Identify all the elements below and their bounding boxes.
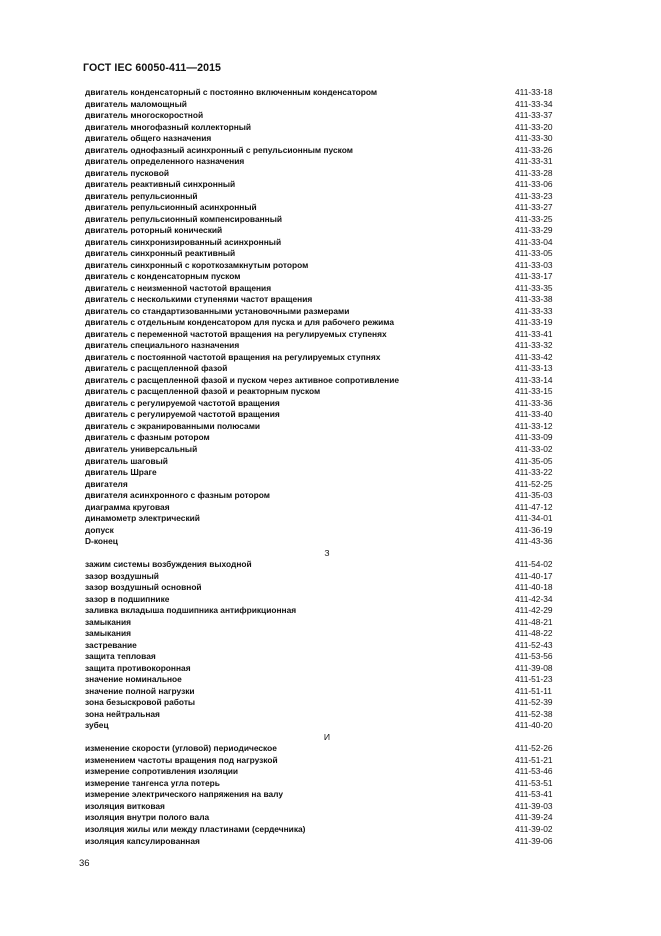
entry-code: 411-33-02 (515, 443, 553, 454)
entry-term: двигатель с переменной частотой вращения на регулируемых ступенях (85, 328, 387, 339)
entry-code: 411-33-33 (515, 305, 553, 316)
index-entry (85, 156, 569, 168)
entry-term: изоляция капсулированная (85, 835, 200, 846)
index-entry (85, 421, 569, 433)
index-entry (85, 283, 569, 295)
entry-term: изоляция витковая (85, 800, 165, 811)
index-entry (85, 237, 569, 249)
entry-term: двигателя асинхронного с фазным ротором (85, 490, 270, 501)
index-entry (85, 317, 569, 329)
index-entry (85, 571, 569, 583)
index-entry (85, 479, 569, 491)
entry-term: двигатель однофазный асинхронный с репульсионным пуском (85, 144, 353, 155)
entry-code: 411-33-19 (515, 317, 553, 328)
index-entry (85, 801, 569, 813)
index-entry (85, 329, 569, 341)
entry-code: 411-33-04 (515, 236, 553, 247)
entry-term: двигатель синхронный с короткозамкнутым ротором (85, 259, 309, 270)
index-entry (85, 352, 569, 364)
entry-code: 411-43-36 (515, 536, 553, 547)
entry-code: 411-33-29 (515, 225, 553, 236)
entry-code: 411-33-22 (515, 467, 553, 478)
index-entry (85, 145, 569, 157)
entry-term: зубец (85, 720, 109, 731)
entry-code: 411-33-40 (515, 409, 553, 420)
entry-term: замыкания (85, 616, 132, 627)
entry-code: 411-33-05 (515, 248, 553, 259)
index-entry (85, 836, 569, 848)
entry-term: двигатель специального назначения (85, 340, 240, 351)
index-entry (85, 467, 569, 479)
index-entry (85, 271, 569, 283)
index-entry (85, 340, 569, 352)
entry-term: двигатель с экранированными полюсами (85, 420, 261, 431)
index-entry (85, 306, 569, 318)
index-entry (85, 674, 569, 686)
index-entry (85, 766, 569, 778)
entry-code: 411-33-13 (515, 363, 553, 374)
index-entry (85, 191, 569, 203)
entry-code: 411-33-27 (515, 202, 553, 213)
index-entry (85, 294, 569, 306)
entry-term: двигатель с регулируемой частотой вращения (85, 397, 280, 408)
index-entry (85, 617, 569, 629)
entry-code: 411-33-38 (515, 294, 553, 305)
entry-term: двигатель маломощный (85, 98, 187, 109)
entry-term: двигатель с несколькими ступенями частот вращения (85, 294, 313, 305)
entry-code: 411-33-17 (515, 271, 553, 282)
entry-term: двигатель репульсионный асинхронный (85, 202, 257, 213)
entry-code: 411-53-46 (515, 766, 553, 777)
entry-term: двигатель пусковой (85, 167, 169, 178)
index-entry (85, 686, 569, 698)
entry-term: застревание (85, 639, 137, 650)
entry-term: диаграмма круговая (85, 501, 170, 512)
index-entry (85, 444, 569, 456)
entry-term: двигатель репульсионный (85, 190, 198, 201)
entry-code: 411-39-08 (515, 662, 553, 673)
page-header: ГОСТ IEC 60050-411—2015 (83, 62, 222, 74)
entry-code: 411-40-18 (515, 582, 553, 593)
entry-term: значение номинальное (85, 674, 182, 685)
entry-code: 411-52-38 (515, 708, 553, 719)
entry-code: 411-33-15 (515, 386, 553, 397)
entry-term: двигатель многоскоростной (85, 110, 204, 121)
entry-term: двигатель определенного назначения (85, 156, 245, 167)
entry-code: 411-42-34 (515, 593, 553, 604)
entry-term: изоляция жилы или между пластинами (сердечника) (85, 824, 306, 834)
entry-term: изоляция внутри полого вала (85, 812, 210, 823)
entry-term: зажим системы возбуждения выходной (85, 559, 252, 570)
index-entry (85, 110, 569, 122)
index-entry (85, 375, 569, 387)
entry-term: динамометр электрический (85, 513, 200, 524)
entry-code: 411-35-03 (515, 490, 553, 501)
entry-code: 411-48-22 (515, 628, 553, 639)
index-entry (85, 778, 569, 790)
entry-code: 411-53-51 (515, 777, 553, 788)
page-number: 36 (79, 858, 90, 869)
entry-code: 411-35-05 (515, 455, 553, 466)
entry-code: 411-33-03 (515, 259, 553, 270)
entry-code: 411-42-29 (515, 605, 553, 616)
index-entry (85, 502, 569, 514)
entry-term: зазор воздушный основной (85, 582, 202, 593)
entry-code: 411-52-39 (515, 697, 553, 708)
entry-term: зона нейтральная (85, 708, 160, 719)
entry-code: 411-52-26 (515, 743, 553, 754)
entry-term: измерение сопротивления изоляции (85, 766, 239, 777)
entry-term: защита противокоронная (85, 662, 191, 673)
entry-code: 411-51-23 (515, 674, 553, 685)
entry-code: 411-33-41 (515, 328, 553, 339)
entry-code: 411-51-11 (515, 685, 552, 696)
entry-term: двигатель с регулируемой частотой вращения (85, 409, 280, 420)
entry-code: 411-33-26 (515, 144, 553, 155)
index-entry (85, 409, 569, 421)
entry-term: двигатель универсальный (85, 443, 198, 454)
entry-code: 411-40-17 (515, 570, 553, 581)
index-entry (85, 456, 569, 468)
entry-term: двигатель с неизменной частотой вращения (85, 282, 272, 293)
index-entry (85, 87, 569, 99)
index-entry (85, 490, 569, 502)
entry-term: измерение электрического напряжения на валу (85, 789, 284, 800)
entry-term: двигатель синхронизированный асинхронный (85, 236, 282, 247)
entry-term: двигатель с постоянной частотой вращения на регулируемых ступнях (85, 351, 381, 362)
entry-term: изменение скорости (угловой) периодическое (85, 743, 277, 754)
index-entry (85, 363, 569, 375)
entry-term: значение полной нагрузки (85, 685, 195, 696)
section-letter: З (324, 547, 330, 558)
entry-code: 411-33-12 (515, 420, 553, 431)
entry-term: двигатель с расщепленной фазой и пуском через активное сопротивление (85, 374, 400, 385)
index-entry (85, 663, 569, 675)
entry-term: двигатель реактивный синхронный (85, 179, 236, 190)
index-entry (85, 640, 569, 652)
entry-code: 411-47-12 (515, 501, 553, 512)
entry-code: 411-40-20 (515, 720, 553, 731)
entry-code: 411-33-06 (515, 179, 553, 190)
index-entry (85, 225, 569, 237)
index-entry (85, 605, 569, 617)
index-entry (85, 697, 569, 709)
entry-code: 411-33-30 (515, 133, 553, 144)
entry-code: 411-34-01 (515, 513, 553, 524)
entry-term: двигатель шаговый (85, 455, 168, 466)
index-entry (85, 168, 569, 180)
entry-code: 411-33-37 (515, 110, 553, 121)
index-entry (85, 99, 569, 111)
entry-code: 411-33-28 (515, 167, 553, 178)
entry-code: 411-39-24 (515, 812, 553, 823)
entry-term: D-конец (85, 536, 118, 547)
entry-term: двигатель конденсаторный с постоянно включенным конденсатором (85, 87, 378, 97)
entry-term: зона безыскровой работы (85, 697, 196, 708)
index-entry (85, 824, 569, 836)
index-entry (85, 651, 569, 663)
entry-code: 411-52-25 (515, 478, 553, 489)
entry-code: 411-33-35 (515, 282, 553, 293)
index-entry (85, 386, 569, 398)
entry-code: 411-33-34 (515, 98, 553, 109)
entry-code: 411-33-23 (515, 190, 553, 201)
entry-term: замыкания (85, 628, 132, 639)
index-entry (85, 214, 569, 226)
entry-term: двигатель с расщепленной фазой (85, 363, 228, 374)
entry-term: измерение тангенса угла потерь (85, 777, 220, 788)
index-entry (85, 260, 569, 272)
entry-term: зазор в подшипнике (85, 593, 170, 604)
index-entry (85, 202, 569, 214)
entry-code: 411-52-43 (515, 639, 553, 650)
index-entry (85, 720, 569, 732)
index-entry (85, 398, 569, 410)
entry-code: 411-33-36 (515, 397, 553, 408)
entry-code: 411-33-31 (515, 156, 553, 167)
entry-term: заливка вкладыша подшипника антифрикционная (85, 605, 297, 616)
entry-term: двигатель с расщепленной фазой и реакторным пуском (85, 386, 321, 397)
index-entry (85, 812, 569, 824)
index-entry (85, 525, 569, 537)
entry-code: 411-33-14 (515, 374, 553, 385)
entry-code: 411-33-18 (515, 87, 553, 97)
entry-term: двигателя (85, 478, 128, 489)
index-entry (85, 122, 569, 134)
index-entry (85, 133, 569, 145)
entry-code: 411-33-09 (515, 432, 553, 443)
entry-code: 411-53-56 (515, 651, 553, 662)
entry-term: двигатель репульсионный компенсированный (85, 213, 283, 224)
entry-term: зазор воздушный (85, 570, 159, 581)
entry-code: 411-33-20 (515, 121, 553, 132)
index-entry (85, 513, 569, 525)
entry-code: 411-51-21 (515, 754, 553, 765)
entry-term: допуск (85, 524, 114, 535)
index-entry (85, 248, 569, 260)
index-entry (85, 582, 569, 594)
index-entry (85, 594, 569, 606)
entry-code: 411-53-41 (515, 789, 553, 800)
entry-term: изменением частоты вращения под нагрузкой (85, 754, 278, 765)
index-entry (85, 536, 569, 548)
index-entry (85, 432, 569, 444)
entry-code: 411-48-21 (515, 616, 553, 627)
entry-code: 411-36-19 (515, 524, 553, 535)
section-letter: И (323, 731, 331, 742)
entry-term: двигатель роторный конический (85, 225, 223, 236)
entry-code: 411-39-03 (515, 800, 553, 811)
entry-term: двигатель с фазным ротором (85, 432, 210, 443)
index-entry (85, 743, 569, 755)
index-entry (85, 755, 569, 767)
entry-code: 411-33-42 (515, 351, 553, 362)
entry-code: 411-54-02 (515, 559, 553, 570)
index-entry (85, 628, 569, 640)
entry-term: двигатель синхронный реактивный (85, 248, 236, 259)
index-entry (85, 789, 569, 801)
entry-code: 411-33-32 (515, 340, 553, 351)
entry-term: двигатель со стандартизованными установочными размерами (85, 305, 350, 316)
index-entry (85, 179, 569, 191)
index-entry (85, 709, 569, 721)
entry-term: двигатель многофазный коллекторный (85, 121, 252, 132)
entry-code: 411-39-06 (515, 835, 553, 846)
entry-term: двигатель Шраге (85, 467, 157, 478)
entry-term: двигатель с конденсаторным пуском (85, 271, 241, 282)
entry-term: защита тепловая (85, 651, 156, 662)
entry-term: двигатель с отдельным конденсатором для пуска и для рабочего режима (85, 317, 395, 328)
entry-code: 411-33-25 (515, 213, 553, 224)
entry-term: двигатель общего назначения (85, 133, 212, 144)
index-entry (85, 559, 569, 571)
term-index (85, 87, 569, 847)
entry-code: 411-39-02 (515, 824, 553, 834)
